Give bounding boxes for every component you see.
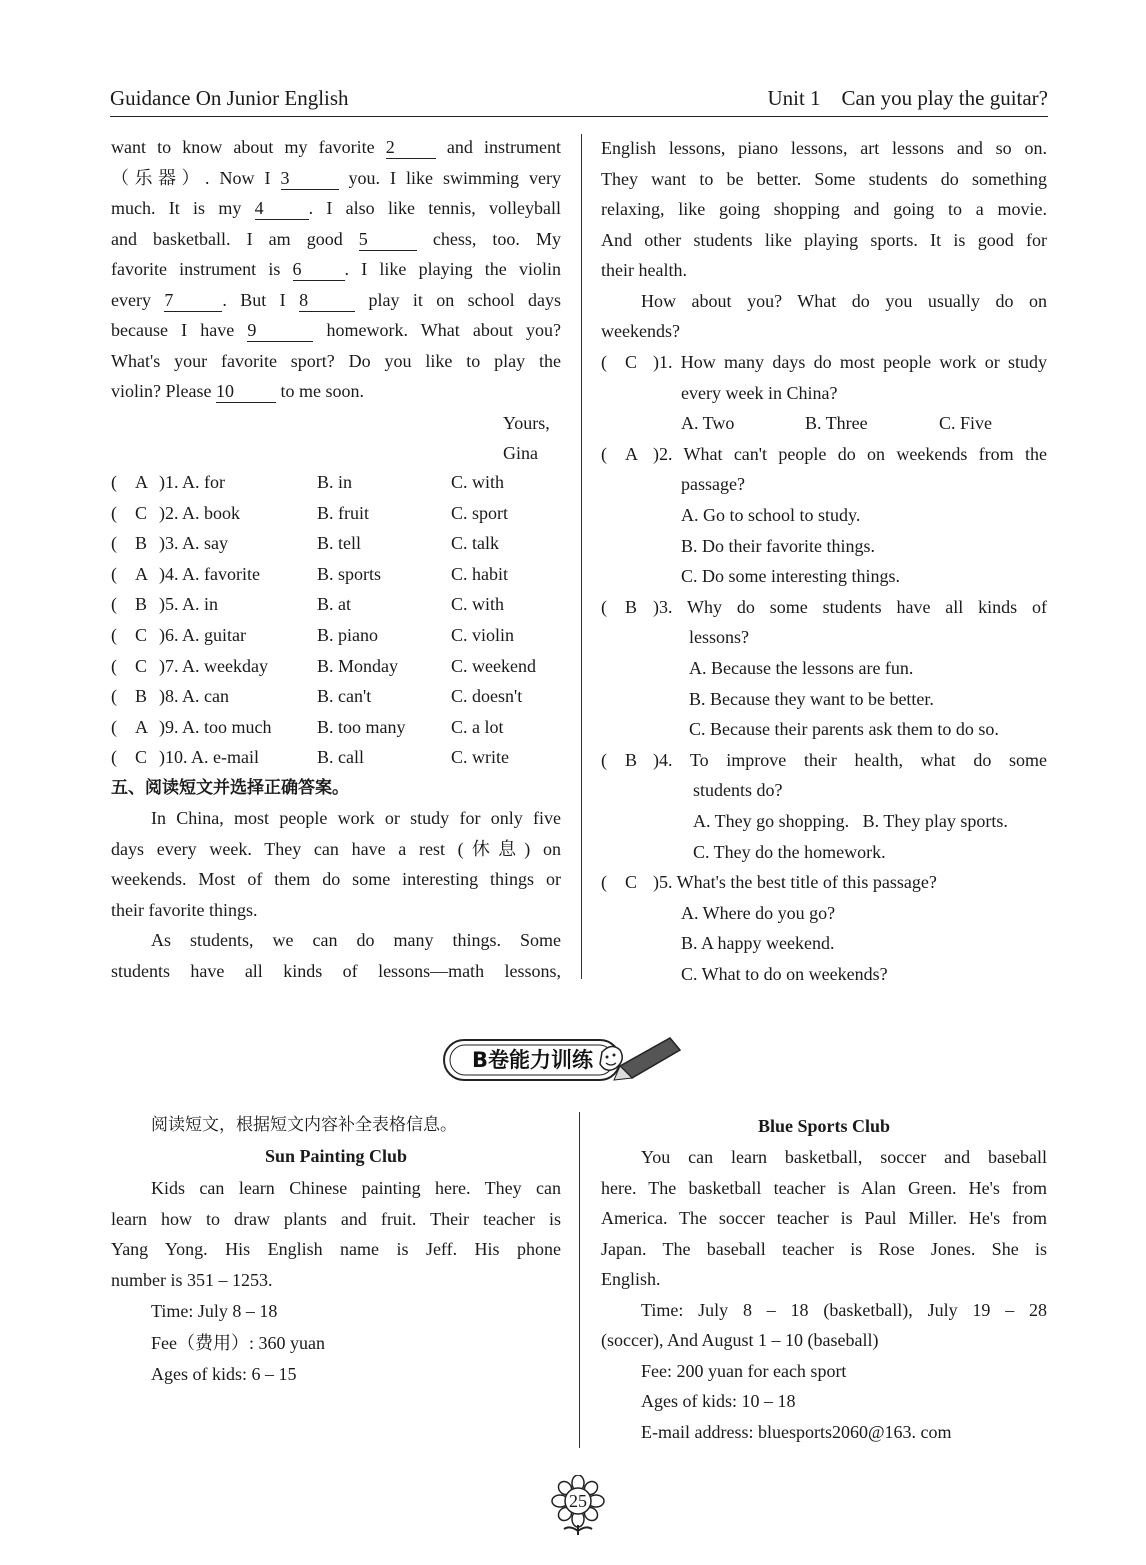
answer-paren: ( <box>111 625 117 645</box>
answer-letter: C <box>135 625 148 645</box>
option-b: B. at <box>317 594 351 615</box>
passage-line: They want to be better. Some students do something <box>601 168 1047 189</box>
question-option-a: )10. A. e-mail <box>159 747 259 768</box>
option: C. Five <box>939 413 993 434</box>
passage-line: In China, most people work or study for only five <box>151 808 561 828</box>
option: C. Do some interesting things. <box>681 566 900 587</box>
option: B. A happy weekend. <box>681 933 835 954</box>
column-divider <box>581 134 582 979</box>
question-stem: )2. What can't people do on weekends from the <box>653 443 1047 464</box>
option-c: C. sport <box>451 502 509 523</box>
blue-ages: Ages of kids: 10 – 18 <box>641 1391 796 1411</box>
option-c: C. weekend <box>451 655 536 676</box>
section-5-heading: 五、阅读短文并选择正确答案。 <box>111 778 349 798</box>
letter-line: （乐器）. Now I 3 you. I like swimming very <box>111 167 561 188</box>
answer-letter: A <box>135 716 148 737</box>
letter-line: violin? Please 10 to me soon. <box>111 381 364 401</box>
blank-9: 9 <box>247 319 313 342</box>
option: A. Where do you go? <box>681 902 836 923</box>
blank-3: 3 <box>281 167 339 190</box>
passage-line: their health. <box>601 260 687 280</box>
question-option-a: )7. A. weekday <box>159 655 268 676</box>
blue-line: English. <box>601 1269 661 1289</box>
passage-line: their favorite things. <box>111 899 258 920</box>
answer-letter: B <box>135 686 148 707</box>
passage-line: As students, we can do many things. Some <box>151 930 561 950</box>
letter-line: much. It is my 4 . I also like tennis, volleyball <box>111 198 561 218</box>
option-c: C. habit <box>451 563 508 584</box>
passage-line: English lessons, piano lessons, art lessons and so on. <box>601 138 1047 158</box>
option-b: B. tell <box>317 533 361 554</box>
option-b: B. Monday <box>317 655 398 676</box>
blank-6: 6 <box>293 258 345 281</box>
answer-paren: ( <box>601 352 607 372</box>
option-b: B. can't <box>317 686 372 707</box>
letter-line: because I have 9 homework. What about you? <box>111 320 561 340</box>
answer-letter: C <box>135 655 148 676</box>
question-option-a: )2. A. book <box>159 502 240 523</box>
column-divider-b <box>579 1112 580 1448</box>
blue-line: America. The soccer teacher is Paul Miller. He's from <box>601 1208 1047 1228</box>
letter-signature: Gina <box>503 443 538 463</box>
answer-paren: ( <box>111 533 117 554</box>
answer-paren: ( <box>111 747 117 768</box>
question-stem-cont: passage? <box>681 474 745 495</box>
option: B. Do their favorite things. <box>681 535 875 556</box>
answer-letter: A <box>135 563 148 584</box>
question-option-a: )4. A. favorite <box>159 563 260 584</box>
banner-label: B卷能力训练 <box>472 1048 594 1072</box>
passage-line: And other students like playing sports. It is good for <box>601 229 1047 250</box>
question-option-a: )1. A. for <box>159 472 225 492</box>
answer-paren: ( <box>601 596 607 617</box>
letter-line: and basketball. I am good 5 chess, too. My <box>111 228 561 249</box>
running-header-left: Guidance On Junior English <box>110 86 349 110</box>
blue-email: E-mail address: bluesports2060@163. com <box>641 1421 952 1442</box>
page-number: 25 <box>569 1491 587 1511</box>
cloze-row <box>111 742 561 772</box>
answer-letter: C <box>625 352 638 372</box>
blue-line: You can learn basketball, soccer and baseball <box>641 1147 1047 1167</box>
option: A. Because the lessons are fun. <box>689 658 914 678</box>
answer-paren: ( <box>111 563 117 584</box>
cloze-row <box>111 498 561 528</box>
option: C. Because their parents ask them to do so. <box>689 719 999 740</box>
option-c: C. write <box>451 747 509 768</box>
option: B. Three <box>805 413 868 434</box>
blank-7: 7 <box>164 289 222 312</box>
option: A. They go shopping. B. They play sports. <box>693 811 1008 831</box>
option-b: B. call <box>317 747 364 768</box>
question-option-a: )3. A. say <box>159 533 228 554</box>
blank-4: 4 <box>255 197 309 220</box>
question-stem: )5. What's the best title of this passage? <box>653 872 937 893</box>
letter-line: What's your favorite sport? Do you like to play the <box>111 350 561 371</box>
option-b: B. too many <box>317 716 406 737</box>
blank-10: 10 <box>216 380 276 403</box>
option-c: C. talk <box>451 533 499 554</box>
option: A. Go to school to study. <box>681 505 861 525</box>
passage-line: How about you? What do you usually do on <box>641 290 1047 311</box>
option: C. They do the homework. <box>693 841 886 862</box>
option-c: C. doesn't <box>451 686 523 707</box>
letter-line: favorite instrument is 6 . I like playing the violin <box>111 259 561 279</box>
question-stem-cont: students do? <box>693 780 783 801</box>
cloze-row <box>111 681 561 711</box>
answer-paren: ( <box>111 716 117 737</box>
question-option-a: )5. A. in <box>159 594 219 615</box>
blue-club-title: Blue Sports Club <box>757 1116 891 1136</box>
answer-letter: A <box>625 443 638 464</box>
cloze-row <box>111 651 561 681</box>
sun-club-text <box>111 1173 561 1390</box>
answer-paren: ( <box>111 655 117 676</box>
option-b: B. in <box>317 472 353 492</box>
option: B. Because they want to be better. <box>689 688 934 709</box>
option-c: C. with <box>451 594 505 615</box>
option-c: C. with <box>451 472 505 492</box>
sun-fee: Fee（费用）: 360 yuan <box>151 1332 325 1353</box>
question-stem: )1. How many days do most people work or study <box>653 352 1047 372</box>
cloze-row <box>111 589 561 619</box>
answer-paren: ( <box>601 443 607 464</box>
sun-line: Yang Yong. His English name is Jeff. His phone <box>111 1239 561 1259</box>
answer-letter: B <box>625 596 638 617</box>
question-stem-cont: lessons? <box>689 627 749 648</box>
answer-letter: B <box>135 594 148 615</box>
option-b: B. piano <box>317 625 378 645</box>
answer-letter: B <box>135 533 148 554</box>
answer-paren: ( <box>111 502 117 523</box>
passage-line: weekends? <box>601 321 680 341</box>
passage-line: students have all kinds of lessons—math lessons, <box>111 960 561 981</box>
answer-letter: C <box>135 747 148 768</box>
blue-line: Japan. The baseball teacher is Rose Jones. She is <box>601 1238 1047 1259</box>
answer-paren: ( <box>601 749 607 770</box>
answer-paren: ( <box>111 686 117 707</box>
part-b-instruction: 阅读短文，根据短文内容补全表格信息。 <box>151 1115 457 1135</box>
option-c: C. a lot <box>451 716 504 737</box>
question-stem: )4. To improve their health, what do some <box>653 749 1047 770</box>
question-stem-cont: every week in China? <box>681 382 838 403</box>
blank-2: 2 <box>386 136 436 159</box>
passage-line: relaxing, like going shopping and going to a movie. <box>601 199 1047 219</box>
option-c: C. violin <box>451 625 515 645</box>
blank-5: 5 <box>359 228 417 251</box>
cloze-row <box>111 712 561 742</box>
letter-closing: Yours, <box>503 413 550 433</box>
sun-line: number is 351 – 1253. <box>111 1269 273 1290</box>
answer-paren: ( <box>111 472 117 492</box>
question-option-a: )8. A. can <box>159 686 229 707</box>
option-b: B. sports <box>317 563 382 584</box>
page-number-badge <box>548 1475 608 1537</box>
passage-left <box>111 803 561 986</box>
answer-paren: ( <box>601 872 607 893</box>
letter-line: every 7 . But I 8 play it on school days <box>111 289 561 310</box>
section-b-banner <box>442 1038 642 1084</box>
answer-letter: B <box>625 749 638 770</box>
answer-letter: C <box>625 872 638 893</box>
answer-letter: A <box>135 472 148 492</box>
question-option-a: )6. A. guitar <box>159 625 246 645</box>
blue-fee: Fee: 200 yuan for each sport <box>641 1360 847 1381</box>
blue-club-text <box>601 1142 1047 1447</box>
sun-line: Kids can learn Chinese painting here. They can <box>151 1178 561 1198</box>
option: A. Two <box>681 413 735 434</box>
cloze-row <box>111 467 561 497</box>
answer-paren: ( <box>111 594 117 615</box>
cloze-row <box>111 559 561 589</box>
question-stem: )3. Why do some students have all kinds of <box>653 596 1047 617</box>
blue-time: Time: July 8 – 18 (basketball), July 19 – 28 <box>641 1299 1047 1320</box>
blue-line: here. The basketball teacher is Alan Green. He's from <box>601 1177 1047 1198</box>
header-rule <box>110 116 1048 117</box>
passage-line: weekends. Most of them do some interesting things or <box>111 869 561 889</box>
option-b: B. fruit <box>317 502 369 523</box>
sun-ages: Ages of kids: 6 – 15 <box>151 1364 297 1384</box>
option: C. What to do on weekends? <box>681 964 888 984</box>
sun-line: learn how to draw plants and fruit. Their teacher is <box>111 1208 561 1229</box>
blue-time: (soccer), And August 1 – 10 (baseball) <box>601 1330 879 1350</box>
passage-line: days every week. They can have a rest (休息) on <box>111 838 561 859</box>
question-option-a: )9. A. too much <box>159 716 272 737</box>
sun-time: Time: July 8 – 18 <box>151 1301 278 1321</box>
passage-right <box>601 133 1047 347</box>
sun-club-title: Sun Painting Club <box>264 1146 408 1166</box>
cloze-row <box>111 620 561 650</box>
cloze-row <box>111 528 561 558</box>
blank-8: 8 <box>299 289 355 312</box>
answer-letter: C <box>135 502 148 523</box>
letter-line: want to know about my favorite 2 and instrument <box>111 137 561 157</box>
letter-text <box>111 132 561 407</box>
running-header-right: Unit 1 Can you play the guitar? <box>767 86 1048 110</box>
